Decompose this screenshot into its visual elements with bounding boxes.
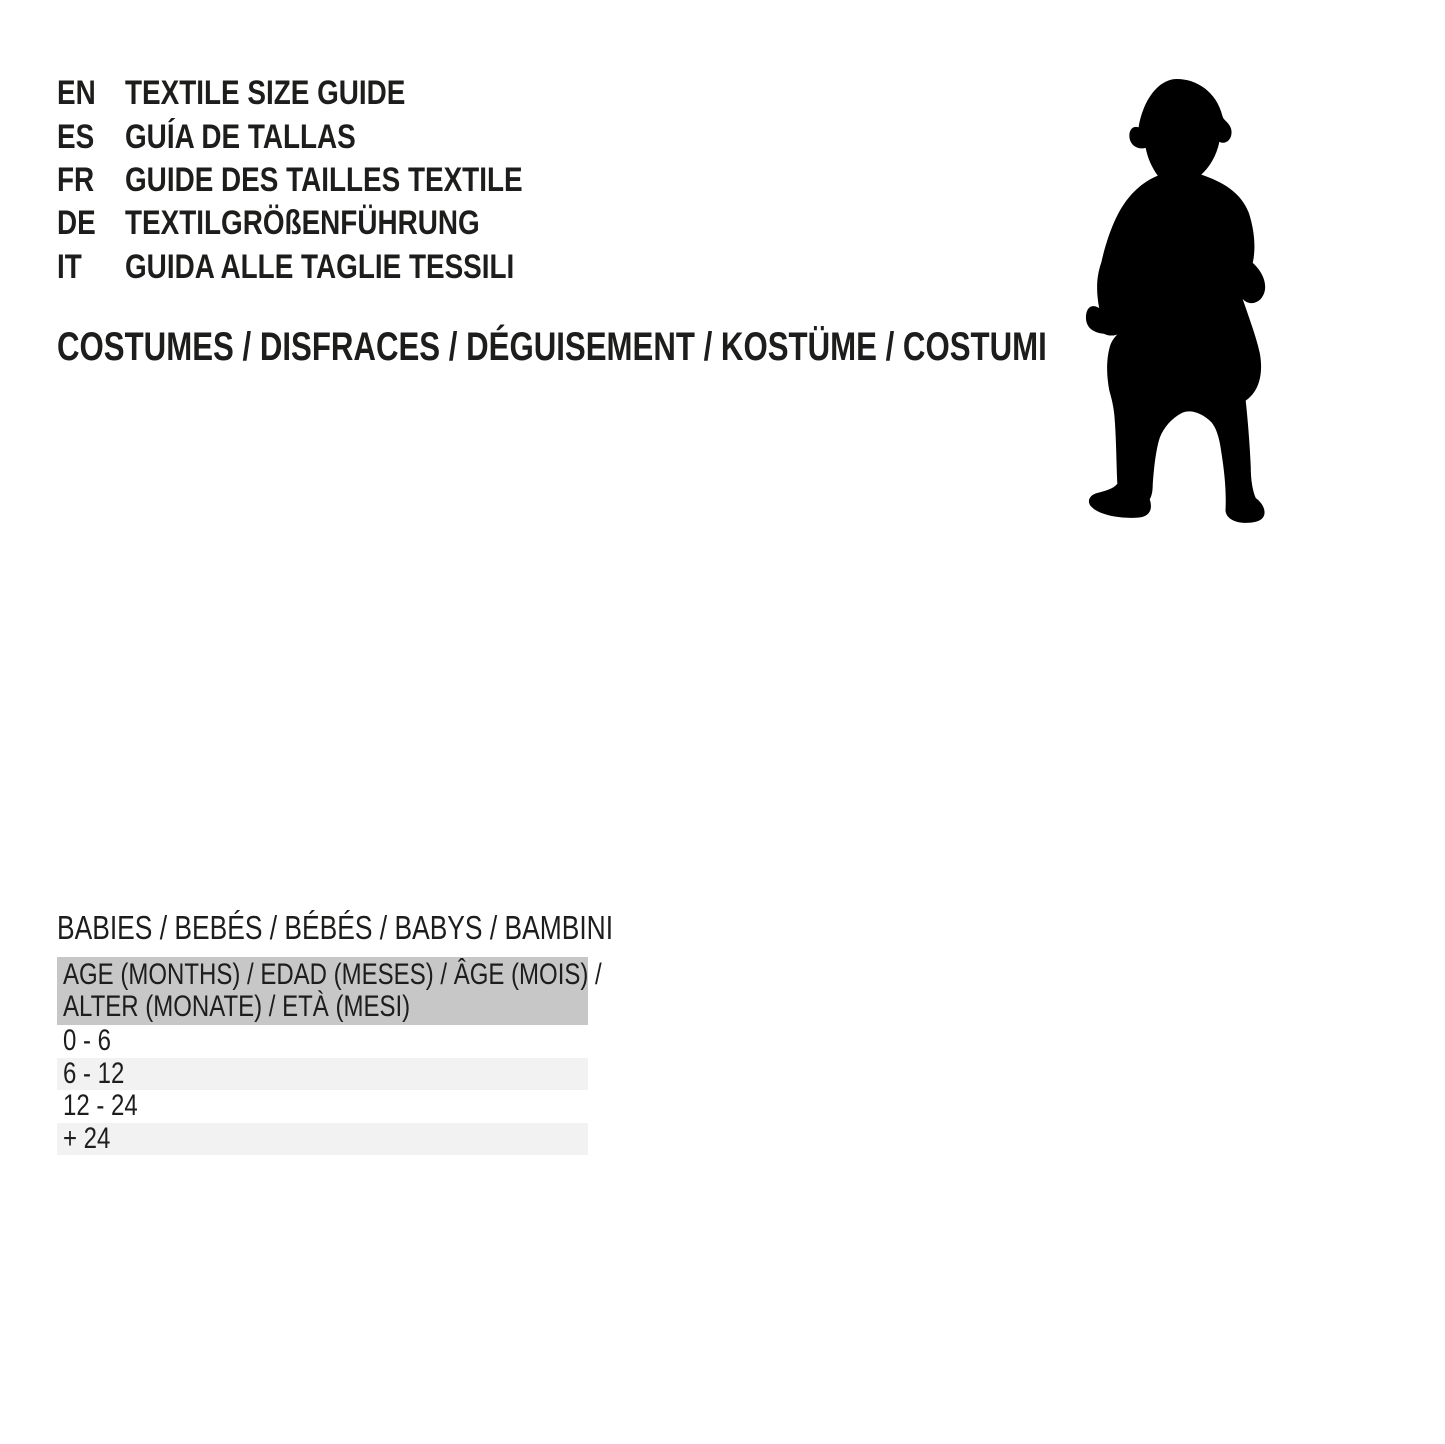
table-row [57, 1058, 588, 1091]
language-row-fr [57, 159, 610, 202]
language-row-de [57, 202, 610, 245]
babies-heading-text: BABIES / BEBÉS / BÉBÉS / BABYS / BAMBINI [57, 909, 614, 946]
age-table-header-line-2: ALTER (MONATE) / ETÀ (MESI) [63, 990, 411, 1023]
babies-heading [57, 910, 752, 946]
language-code: EN [57, 74, 96, 113]
table-row [57, 1123, 588, 1156]
age-table-header [57, 957, 602, 1025]
age-table-header-line-1: AGE (MONTHS) / EDAD (MESES) / ÂGE (MOIS) / [63, 958, 602, 991]
age-range-value: 6 - 12 [63, 1056, 125, 1090]
language-label: GUIDE DES TAILLES TEXTILE [125, 160, 523, 199]
language-label: TEXTILGRÖßENFÜHRUNG [125, 204, 480, 243]
language-code: ES [57, 117, 95, 156]
table-row [57, 1090, 588, 1123]
baby-silhouette-icon [1083, 77, 1275, 529]
language-code: FR [57, 160, 95, 199]
table-row [57, 1025, 588, 1058]
category-title-text: COSTUMES / DISFRACES / DÉGUISEMENT / KOSTÜME / COSTUMI [57, 325, 1047, 369]
age-table [57, 957, 602, 1155]
language-code: IT [57, 247, 82, 286]
language-label: GUIDA ALLE TAGLIE TESSILI [125, 247, 515, 286]
age-range-value: + 24 [63, 1121, 111, 1155]
language-code: DE [57, 204, 96, 243]
language-row-es [57, 115, 610, 158]
language-label: TEXTILE SIZE GUIDE [125, 74, 406, 113]
baby-silhouette-path [1086, 79, 1265, 523]
language-row-it [57, 246, 610, 289]
language-row-en [57, 72, 610, 115]
language-label: GUÍA DE TALLAS [125, 117, 356, 156]
age-range-value: 12 - 24 [63, 1089, 138, 1123]
age-range-value: 0 - 6 [63, 1024, 112, 1057]
language-list [57, 72, 610, 289]
